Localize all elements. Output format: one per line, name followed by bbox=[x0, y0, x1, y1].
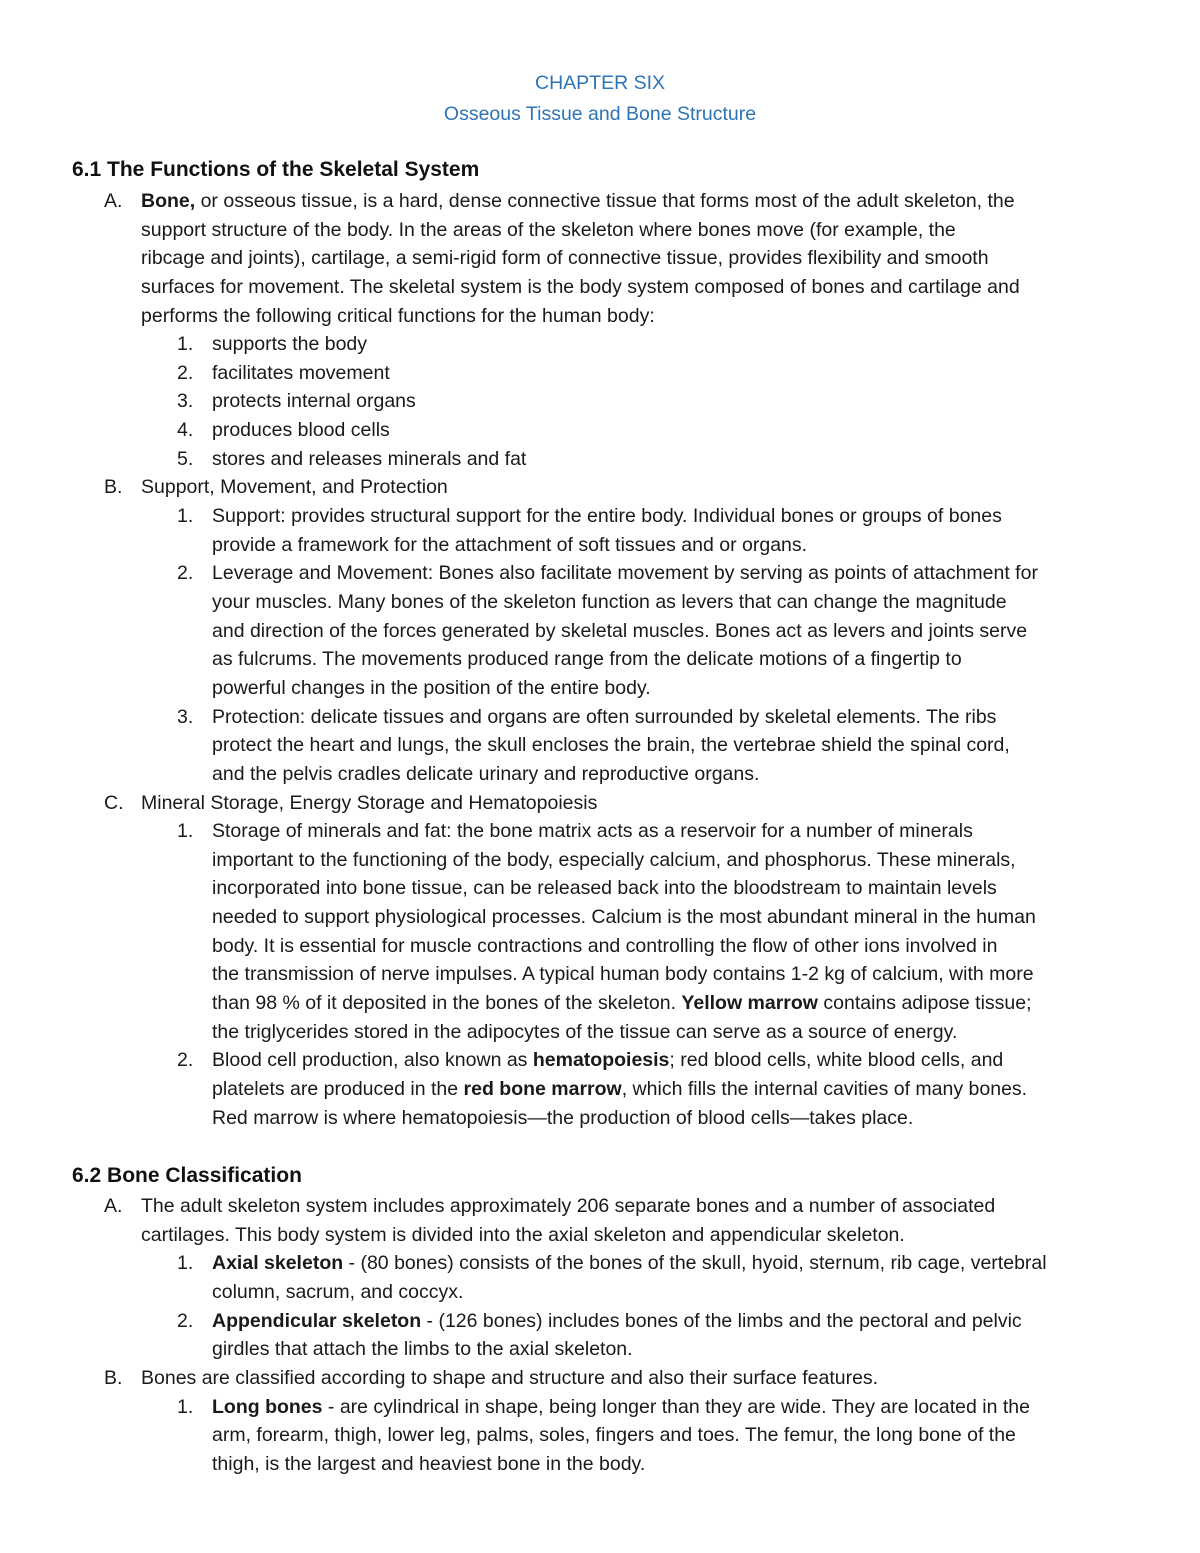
term-hematopoiesis: hematopoiesis bbox=[532, 1049, 670, 1071]
list-item: 4. produces blood cells bbox=[212, 416, 390, 445]
term-long-bones: Long bones bbox=[212, 1396, 323, 1418]
list-marker: 4. bbox=[177, 419, 194, 441]
paragraph-line: and the pelvis cradles delicate urinary and reproductive organs. bbox=[212, 763, 760, 785]
term-axial-skeleton: Axial skeleton bbox=[212, 1252, 344, 1274]
chapter-label: CHAPTER SIX bbox=[534, 72, 666, 94]
paragraph-line: the transmission of nerve impulses. A typical human body contains 1-2 kg of calcium, with more bbox=[212, 963, 1034, 985]
list-marker: 1. bbox=[177, 1252, 194, 1274]
list-marker: B. bbox=[104, 476, 123, 498]
paragraph-line: surfaces for movement. The skeletal system is the body system composed of bones and cartilage and bbox=[141, 276, 1020, 298]
paragraph-line: and direction of the forces generated by skeletal muscles. Bones act as levers and joints serve bbox=[212, 620, 1028, 642]
list-marker: 1. bbox=[177, 505, 194, 527]
paragraph-line: provide a framework for the attachment of soft tissues and or organs. bbox=[212, 534, 808, 556]
list-item: 3. protects internal organs bbox=[212, 387, 416, 416]
list-item-a: A. The adult skeleton system includes approximately 206 separate bones and a number of associated bbox=[141, 1192, 995, 1221]
paragraph-line: support structure of the body. In the areas of the skeleton where bones move (for example, the bbox=[141, 219, 956, 241]
paragraph-line: thigh, is the largest and heaviest bone in the body. bbox=[212, 1453, 646, 1475]
list-marker: 1. bbox=[177, 333, 194, 355]
paragraph-line: column, sacrum, and coccyx. bbox=[212, 1281, 464, 1303]
paragraph-line: protect the heart and lungs, the skull encloses the brain, the vertebrae shield the spinal cord, bbox=[212, 734, 1010, 756]
list-marker: B. bbox=[104, 1367, 123, 1389]
paragraph-line: your muscles. Many bones of the skeleton function as levers that can change the magnitude bbox=[212, 591, 1007, 613]
list-marker: 2. bbox=[177, 1310, 194, 1332]
list-marker: C. bbox=[104, 792, 124, 814]
list-item: 1. Axial skeleton - (80 bones) consists of the bones of the skull, hyoid, sternum, rib cage, vertebral bbox=[212, 1249, 1047, 1278]
list-item: 5. stores and releases minerals and fat bbox=[212, 445, 526, 474]
paragraph-line: as fulcrums. The movements produced range from the delicate motions of a fingertip to bbox=[212, 648, 962, 670]
paragraph-line: than 98 % of it deposited in the bones of the skeleton. Yellow marrow contains adipose tissue; bbox=[212, 992, 1032, 1014]
list-marker: 3. bbox=[177, 390, 194, 412]
list-marker: A. bbox=[104, 1195, 123, 1217]
list-item-a: A. Bone, or osseous tissue, is a hard, dense connective tissue that forms most of the adult skeleton, the bbox=[141, 187, 1015, 216]
list-item: 2. Appendicular skeleton - (126 bones) includes bones of the limbs and the pectoral and pelvic bbox=[212, 1307, 1022, 1336]
term-red-bone-marrow: red bone marrow bbox=[463, 1078, 622, 1100]
paragraph-line: ribcage and joints), cartilage, a semi-rigid form of connective tissue, provides flexibility and smooth bbox=[141, 247, 989, 269]
term-bone: Bone, bbox=[141, 190, 196, 212]
section-heading-6-1: 6.1 The Functions of the Skeletal System bbox=[72, 158, 480, 181]
list-marker: A. bbox=[104, 190, 123, 212]
paragraph-line: arm, forearm, thigh, lower leg, palms, soles, fingers and toes. The femur, the long bone of the bbox=[212, 1424, 1016, 1446]
list-item: 2. Leverage and Movement: Bones also facilitate movement by serving as points of attachment for bbox=[212, 559, 1038, 588]
list-item-c: C. Mineral Storage, Energy Storage and Hematopoiesis bbox=[141, 789, 597, 818]
paragraph-line: girdles that attach the limbs to the axial skeleton. bbox=[212, 1338, 633, 1360]
paragraph-line: needed to support physiological processes. Calcium is the most abundant mineral in the human bbox=[212, 906, 1036, 928]
list-item: 3. Protection: delicate tissues and organs are often surrounded by skeletal elements. The ribs bbox=[212, 703, 996, 732]
paragraph-line: important to the functioning of the body, especially calcium, and phosphorus. These minerals, bbox=[212, 849, 1016, 871]
paragraph-line: the triglycerides stored in the adipocytes of the tissue can serve as a source of energy. bbox=[212, 1021, 958, 1043]
list-marker: 3. bbox=[177, 706, 194, 728]
list-item: 1. Storage of minerals and fat: the bone matrix acts as a reservoir for a number of minerals bbox=[212, 817, 973, 846]
term-appendicular-skeleton: Appendicular skeleton bbox=[212, 1310, 422, 1332]
list-item: 1. Support: provides structural support for the entire body. Individual bones or groups of bones bbox=[212, 502, 1002, 531]
paragraph-line: Red marrow is where hematopoiesis—the production of blood cells—takes place. bbox=[212, 1107, 914, 1129]
list-marker: 2. bbox=[177, 362, 194, 384]
list-item-b: B. Support, Movement, and Protection bbox=[141, 473, 448, 502]
paragraph-line: body. It is essential for muscle contractions and controlling the flow of other ions involved in bbox=[212, 935, 998, 957]
section-heading-6-2: 6.2 Bone Classification bbox=[72, 1164, 302, 1187]
list-marker: 1. bbox=[177, 820, 194, 842]
paragraph-line: incorporated into bone tissue, can be released back into the bloodstream to maintain levels bbox=[212, 877, 997, 899]
chapter-title: Osseous Tissue and Bone Structure bbox=[443, 103, 757, 125]
list-item-b: B. Bones are classified according to shape and structure and also their surface features. bbox=[141, 1364, 878, 1393]
term-yellow-marrow: Yellow marrow bbox=[681, 992, 818, 1014]
list-item: 1. supports the body bbox=[212, 330, 367, 359]
paragraph-line: platelets are produced in the red bone marrow, which fills the internal cavities of many bones. bbox=[212, 1078, 1028, 1100]
list-marker: 5. bbox=[177, 448, 194, 470]
paragraph-line: performs the following critical functions for the human body: bbox=[141, 305, 655, 327]
list-item: 2. Blood cell production, also known as hematopoiesis; red blood cells, white blood cells, and bbox=[212, 1046, 1003, 1075]
paragraph-line: cartilages. This body system is divided into the axial skeleton and appendicular skeleton. bbox=[141, 1224, 905, 1246]
list-marker: 2. bbox=[177, 1049, 194, 1071]
list-item: 2. facilitates movement bbox=[212, 359, 390, 388]
list-marker: 1. bbox=[177, 1396, 194, 1418]
list-item: 1. Long bones - are cylindrical in shape, being longer than they are wide. They are located in the bbox=[212, 1393, 1030, 1422]
paragraph-line: powerful changes in the position of the entire body. bbox=[212, 677, 651, 699]
list-marker: 2. bbox=[177, 562, 194, 584]
